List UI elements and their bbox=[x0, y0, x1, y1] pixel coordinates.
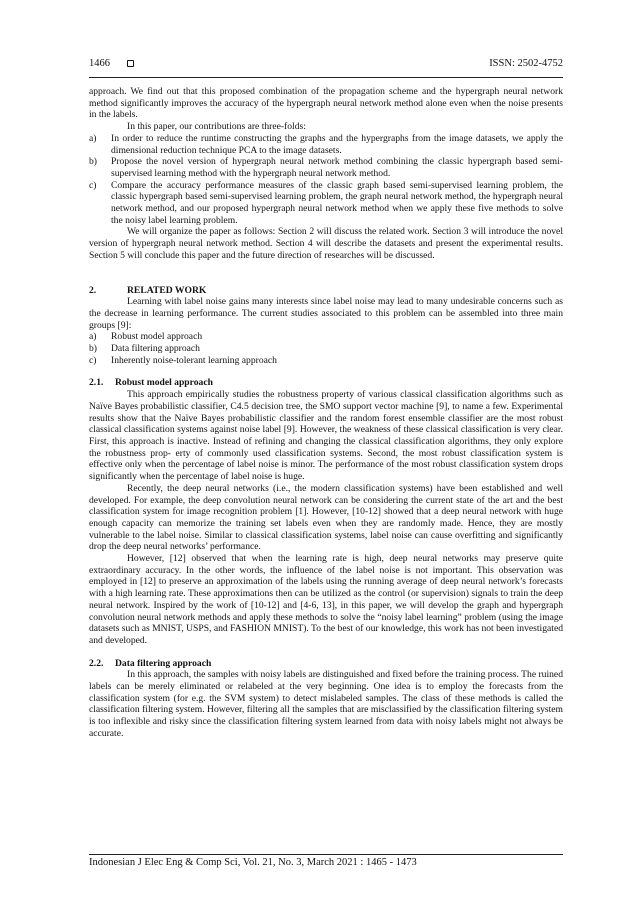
subsection-number: 2.2. bbox=[89, 657, 104, 669]
section-number: 2. bbox=[89, 284, 97, 296]
learning-rate-paragraph: However, [12] observed that when the learning rate is high, deep neural networks may preserve quite extraordinary accuracy. In the other words, the influence of the label noise is not important. This observation was employed in [12] to preserve an approximation of the labels using the running average of deep neural network’s forecasts with a high learning rate. These approximations then can be utilized as the control (or supervision) signals to train the deep neural network. Inspired by the work of [10-12] and [4-6, 13], in this paper, we will develop the graph and hypergraph convolution neural network methods and apply these methods to solve the “noisy label learning” problem (using the image datasets such as MNIST, USPS, and FASHION MNIST). To the best of our knowledge, this work has not been investigated and developed. bbox=[89, 553, 563, 646]
page-number: 1466 bbox=[89, 58, 110, 69]
list-marker: c) bbox=[89, 354, 97, 366]
running-header bbox=[89, 58, 563, 74]
subsection-heading bbox=[89, 377, 563, 389]
related-work-paragraph: Learning with label noise gains many interests since label noise may lead to many undesirable concerns such as the decrease in learning performance. The current studies associated to this problem can be assembled into three main groups [9]: bbox=[89, 296, 563, 331]
list-item-text: In order to reduce the runtime constructing the graphs and the hypergraphs from the image datasets, we apply the dimensional reduction technique PCA to the image datasets. bbox=[111, 132, 563, 156]
list-item bbox=[89, 133, 563, 156]
list-marker: c) bbox=[89, 179, 97, 191]
subsection-number: 2.1. bbox=[89, 377, 104, 389]
list-item bbox=[89, 343, 563, 355]
footer-rule bbox=[89, 854, 563, 855]
list-marker: a) bbox=[89, 132, 97, 144]
intro-paragraph: approach. We find out that this proposed combination of the propagation scheme and the hypergraph neural network method significantly improves the accuracy of the hypergraph neural network method alone even when the noise presents in the labels. bbox=[89, 86, 563, 121]
list-item-text: Inherently noise-tolerant learning approach bbox=[111, 354, 277, 366]
square-bullet-icon bbox=[127, 60, 134, 67]
section-title: RELATED WORK bbox=[127, 284, 207, 296]
header-rule bbox=[89, 77, 563, 78]
organization-paragraph: We will organize the paper as follows: Section 2 will discuss the related work. Section 3 will introduce the novel version of hypergraph neural network method. Section 4 will describe the datasets and present the experimental results. Section 5 will conclude this paper and the future direction of researches will be discussed. bbox=[89, 226, 563, 261]
list-item bbox=[89, 331, 563, 343]
section-heading bbox=[89, 285, 563, 297]
spacer bbox=[89, 366, 563, 377]
list-item bbox=[89, 355, 563, 367]
list-item-text: Robust model approach bbox=[111, 331, 203, 343]
list-item bbox=[89, 156, 563, 179]
list-marker: b) bbox=[89, 156, 97, 168]
list-item-text: Compare the accuracy performance measures of the classic graph based semi-supervised learning problem, the classic hypergraph based semi-supervised learning problem, the graph neural network method, the hypergraph neural network method, and our proposed hypergraph neural network method when we apply these five methods to solve the noisy label learning problem. bbox=[111, 179, 563, 226]
list-marker: b) bbox=[89, 343, 97, 355]
subsection-heading bbox=[89, 658, 563, 670]
article-body bbox=[89, 86, 563, 740]
spacer bbox=[89, 647, 563, 658]
journal-citation: Indonesian J Elec Eng & Comp Sci, Vol. 21, No. 3, March 2021 : 1465 - 1473 bbox=[89, 857, 417, 868]
list-marker: a) bbox=[89, 331, 97, 343]
list-item-text: Propose the novel version of hypergraph neural network method combining the classic hypergraph based semi-supervised learning method with the hypergraph neural network method. bbox=[111, 156, 563, 179]
contributions-list bbox=[89, 133, 563, 227]
data-filtering-paragraph: In this approach, the samples with noisy labels are distinguished and fixed before the training process. The ruined labels can be merely eliminated or relabeled at the very beginning. One idea is to employ the forecasts from the classification system (for e.g. the SVM system) to detect mislabeled samples. The class of these methods is called the classification filtering system. However, filtering all the samples that are misclassified by the classification filtering system is too inflexible and risky since the classification filtering system learned from data with noisy labels might not always be accurate. bbox=[89, 669, 563, 739]
issn-label: ISSN: 2502-4752 bbox=[489, 58, 563, 69]
list-item bbox=[89, 180, 563, 227]
approach-groups-list bbox=[89, 331, 563, 366]
deep-networks-paragraph: Recently, the deep neural networks (i.e., the modern classification systems) have been established and well developed. For example, the deep convolution neural network can be considering the current state of the art and the best classification system for image recognition problem [1]. However, [10-12] showed that a deep neural network with huge enough capacity can memorize the training set labels even when they are randomly made. Hence, they are mostly vulnerable to the label noise. Similar to classical classification systems, label noise can cause overfitting and significantly drop the deep neural networks’ performance. bbox=[89, 482, 563, 553]
list-item-text: Data filtering approach bbox=[111, 343, 200, 355]
robust-model-paragraph: This approach empirically studies the robustness property of various classical classification algorithms such as Naïve Bayes probabilistic classifier, C4.5 decision tree, the SMO support vector machine [9], to name a few. Experimental results show that the Naïve Bayes probabilistic classifier and the random forest ensemble classifier are the most robust classical classification systems against noise label [9]. However, the weakness of these classical classification is very clear. First, this approach is inactive. Instead of refining and changing the classical classification algorithms, they only explore the robustness prop- erty of commonly used classification systems. Second, the most robust classification system is effective only when the percentage of label noise is minor. The performance of the most robust classification system drops significantly when the percentage of label noise is huge. bbox=[89, 389, 563, 483]
subsection-title: Data filtering approach bbox=[115, 657, 212, 669]
contributions-lead: In this paper, our contributions are three-folds: bbox=[127, 121, 306, 133]
subsection-title: Robust model approach bbox=[115, 377, 213, 389]
spacer bbox=[89, 262, 563, 285]
